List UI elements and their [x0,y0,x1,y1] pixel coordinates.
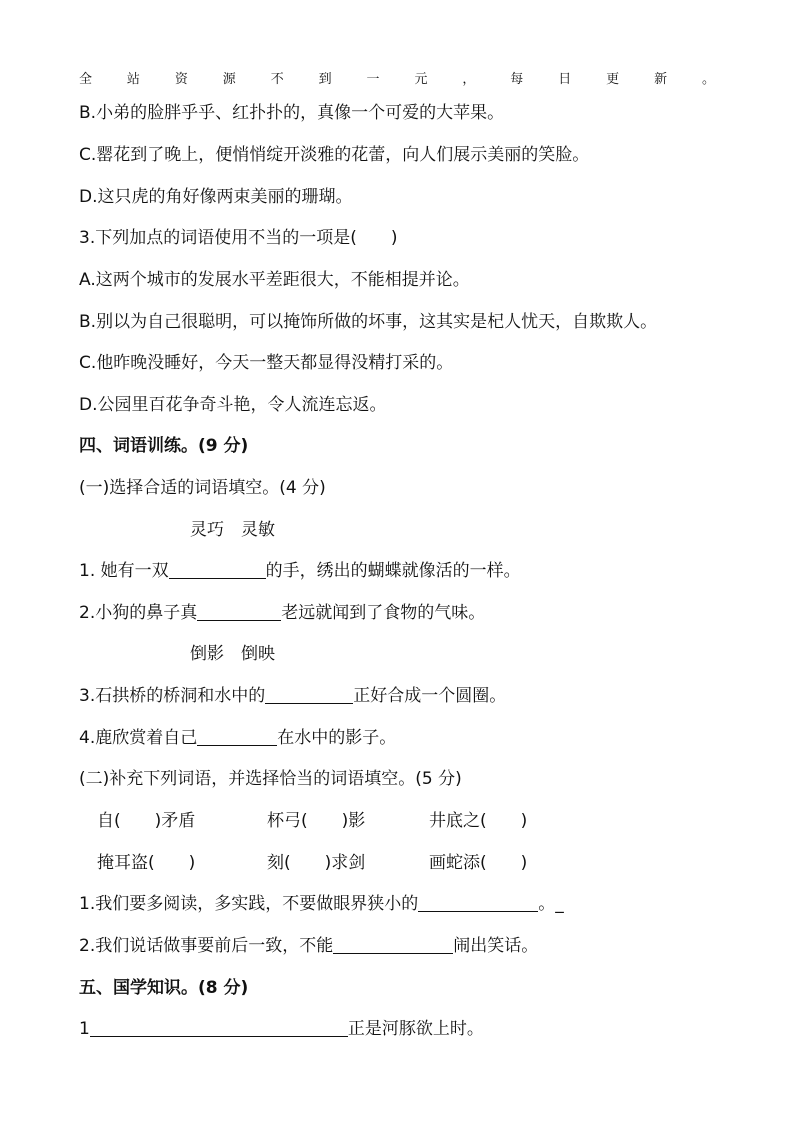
s4-q2-blank[interactable] [197,602,281,621]
q2-option-b: B.小弟的脸胖乎乎、红扑扑的，真像一个可爱的大苹果。 [79,103,505,123]
s4b-q2 [79,934,538,958]
header-char: 日 [558,72,572,87]
q2-option-c: C.罂花到了晚上，便悄悄绽开淡雅的花蕾，向人们展示美丽的笑脸。 [79,145,590,165]
q3-stem: 3.下列加点的词语使用不当的一项是( ) [79,228,398,248]
s4b-q1-prefix: 1.我们要多阅读，多实践，不要做眼界狭小的 [79,894,419,914]
s4-q3-suffix: 正好合成一个圆圈。 [353,686,507,706]
header-char: 源 [222,72,236,87]
s4-q4-suffix: 在水中的影子。 [277,728,397,748]
header-char: 。 [701,72,715,87]
section5-title: 五、国学知识。(8 分) [79,978,249,998]
header-char: 到 [318,72,332,87]
header-char: 全 [79,72,93,87]
q3-option-d: D.公园里百花争奇斗艳，令人流连忘返。 [79,395,387,415]
q2-option-d: D.这只虎的角好像两束美丽的珊瑚。 [79,187,353,207]
header-char: ， [462,72,476,87]
s5-q1 [79,1017,484,1041]
s4-q3-blank[interactable] [265,685,353,704]
word-choices-1: 灵巧 灵敏 [190,520,275,540]
section4-part2-title: (二)补充下列词语，并选择恰当的词语填空。(5 分) [79,769,462,789]
s5-q1-blank[interactable] [90,1018,348,1037]
header-char: 站 [126,72,140,87]
s4-q4-blank[interactable] [197,727,277,746]
s4b-q2-prefix: 2.我们说话做事要前后一致，不能 [79,936,334,956]
s4-q1-prefix: 1. 她有一双 [79,561,169,581]
section4-title: 四、词语训练。(9 分) [79,436,249,456]
s4-q2-prefix: 2.小狗的鼻子真 [79,603,198,623]
idiom-item: 刻( )求剑 [267,853,366,873]
s4-q3-prefix: 3.石拱桥的桥洞和水中的 [79,686,266,706]
section4-part1-title: (一)选择合适的词语填空。(4 分) [79,478,326,498]
s5-q1-suffix: 正是河豚欲上时。 [347,1019,484,1039]
q3-option-c: C.他昨晚没睡好，今天一整天都显得没精打采的。 [79,353,454,373]
header-char: 不 [270,72,284,87]
s4-q4-prefix: 4.鹿欣赏着自己 [79,728,198,748]
s4-q2-suffix: 老远就闻到了食物的气味。 [281,603,486,623]
header-char: 新 [654,72,668,87]
q3-option-a: A.这两个城市的发展水平差距很大，不能相提并论。 [79,270,470,290]
header-char: 一 [366,72,380,87]
header-char: 元 [414,72,428,87]
s4-q2 [79,601,485,625]
s4-q1-blank[interactable] [169,560,266,579]
s4b-q2-blank[interactable] [333,935,453,954]
s4b-q1 [79,892,564,916]
header-banner [79,68,715,87]
s4-q1-suffix: 的手，绣出的蝴蝶就像活的一样。 [265,561,521,581]
s4b-q2-suffix: 闹出笑话。 [453,936,539,956]
idiom-item: 井底之( ) [429,811,528,831]
idiom-item: 掩耳盗( ) [97,853,196,873]
s4-q1 [79,559,521,583]
q3-option-b: B.别以为自己很聪明，可以掩饰所做的坏事，这其实是杞人忧天，自欺欺人。 [79,312,658,332]
header-char: 更 [606,72,620,87]
s4-q4 [79,726,396,750]
s4b-q1-suffix: 。_ [538,894,564,914]
idiom-item: 自( )矛盾 [97,811,196,831]
word-choices-2: 倒影 倒映 [190,644,275,664]
idiom-item: 杯弓( )影 [267,811,366,831]
s5-q1-prefix: 1 [79,1019,90,1039]
header-char: 每 [510,72,524,87]
header-char: 资 [174,72,188,87]
idiom-item: 画蛇添( ) [429,853,528,873]
s4b-q1-blank[interactable] [418,893,538,912]
s4-q3 [79,684,506,708]
